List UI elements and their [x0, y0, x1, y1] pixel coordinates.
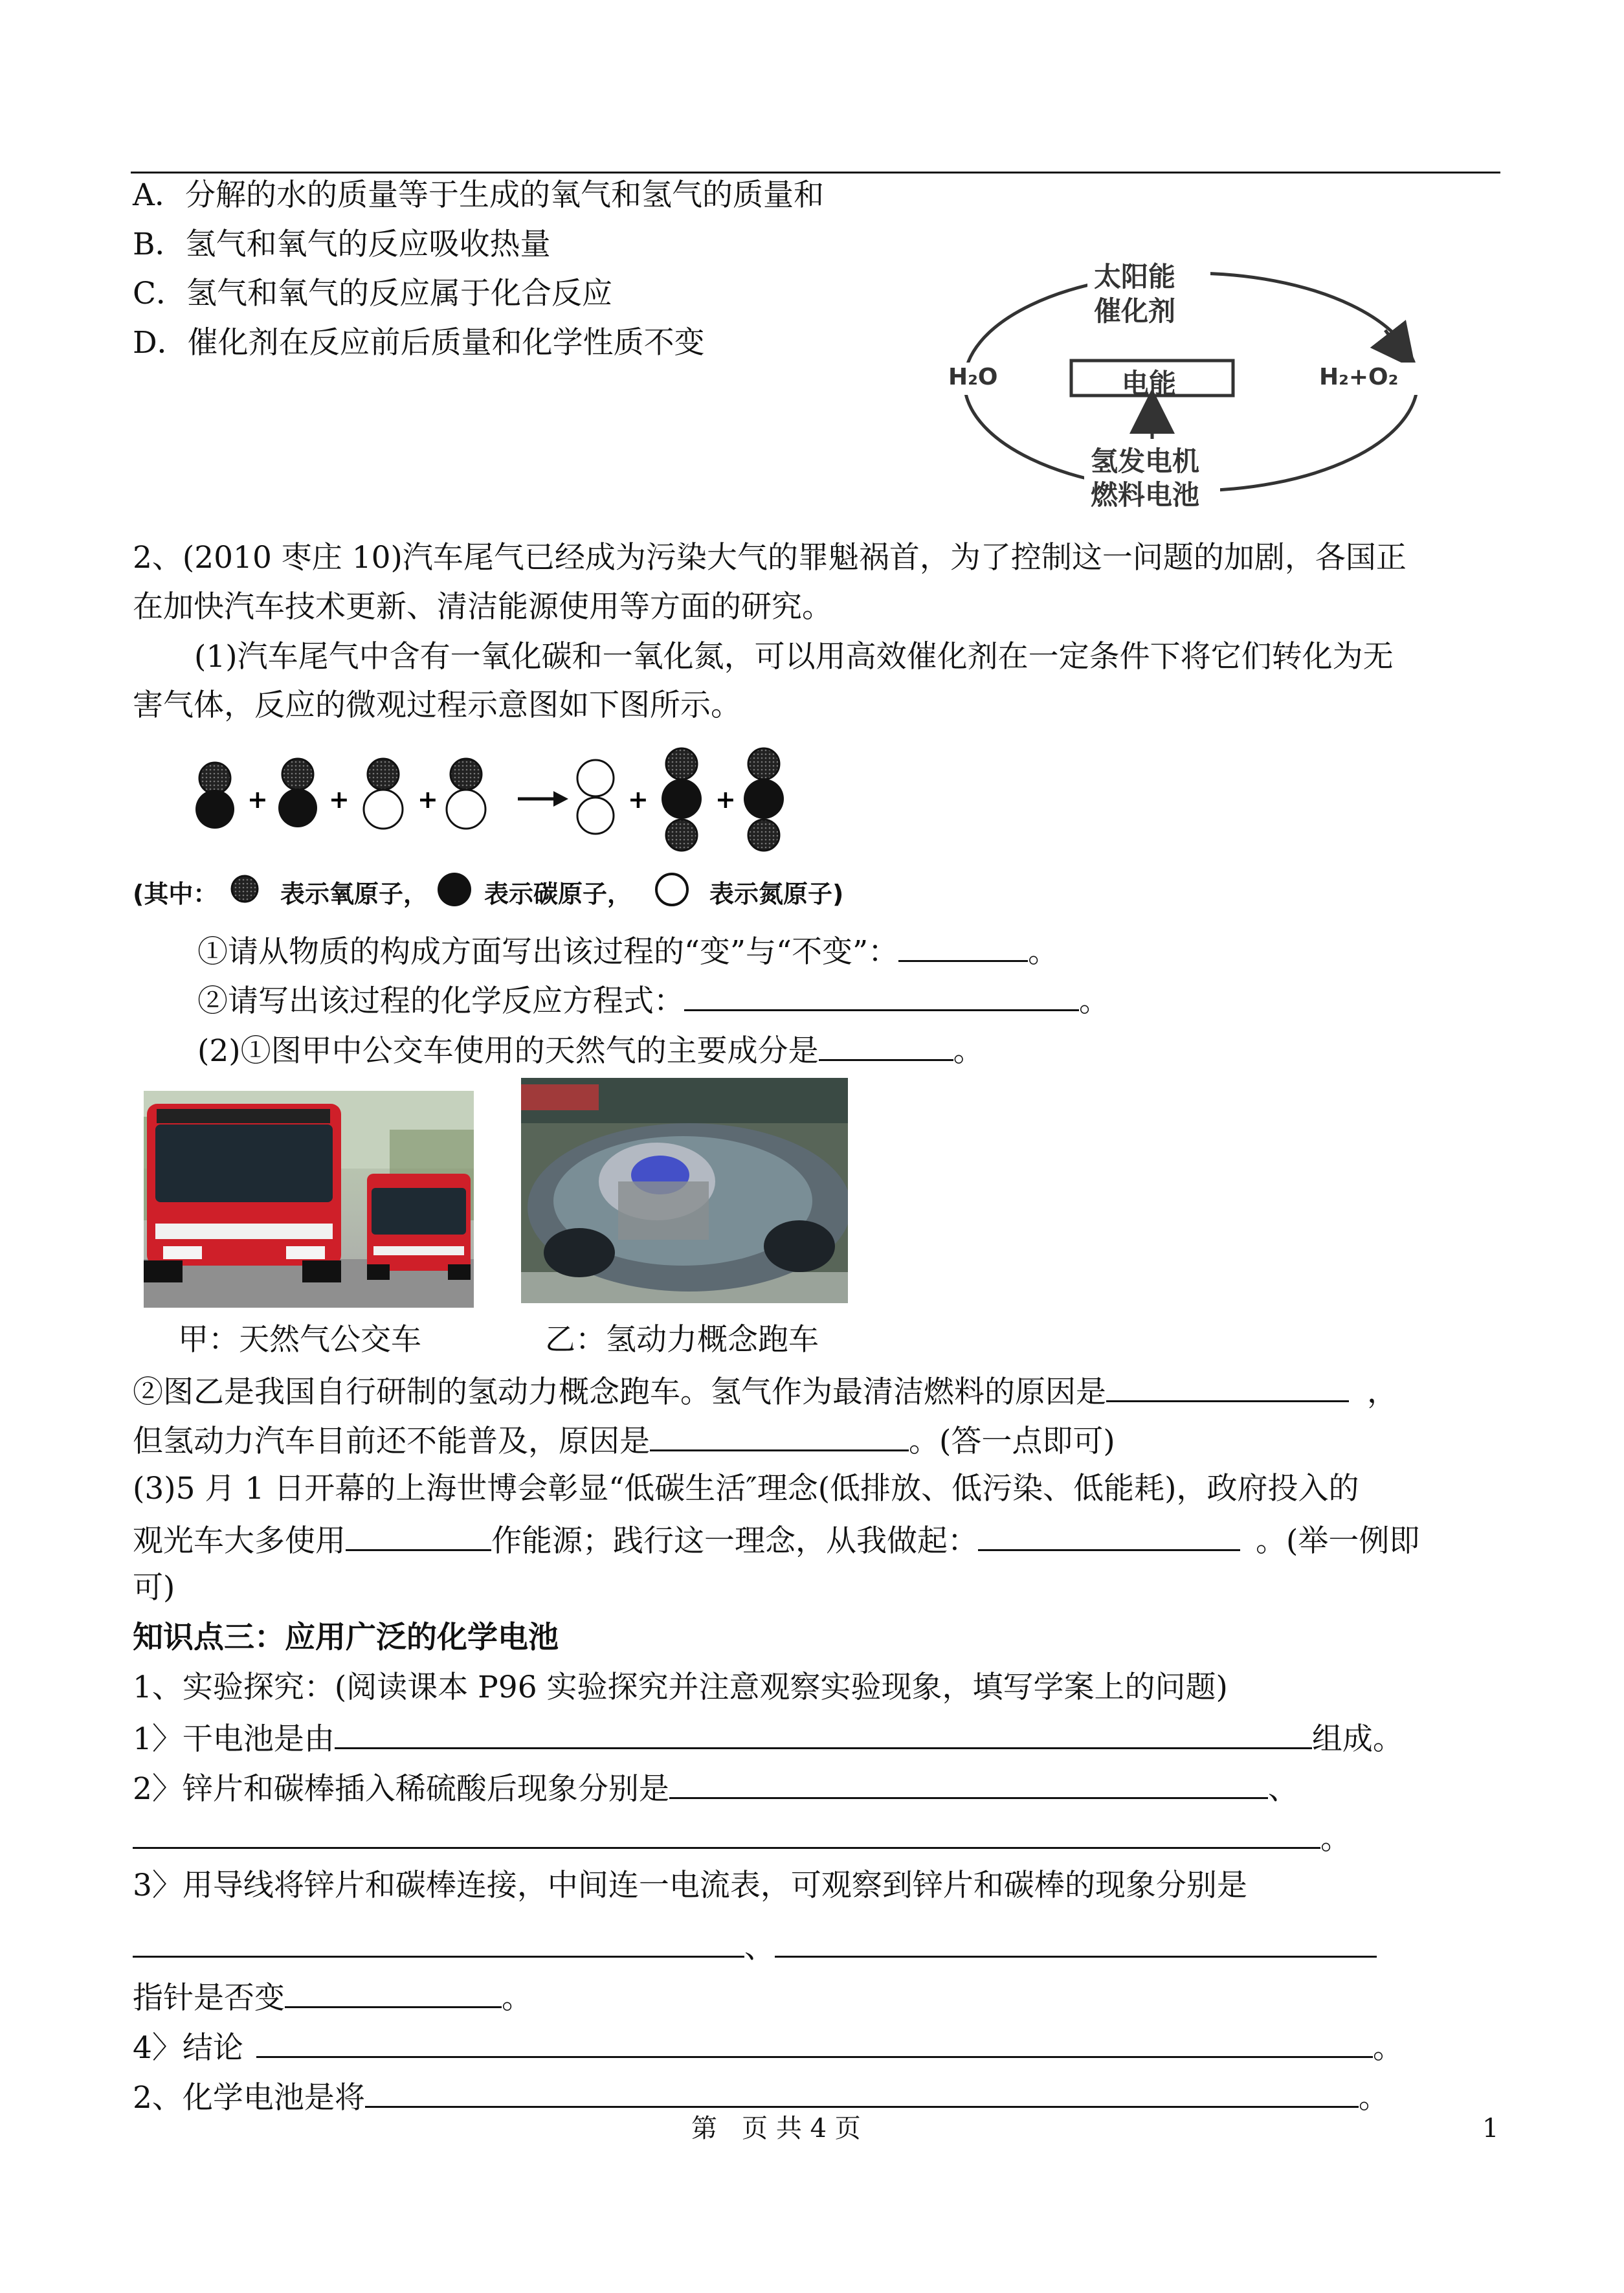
- svg-text:+: +: [417, 785, 438, 814]
- q2-part2-3-text: 但氢动力汽车目前还不能普及，原因是: [133, 1424, 650, 1459]
- section3-step2-end: 、: [1267, 1771, 1298, 1807]
- section3-step3-line3-text: 指针是否变: [133, 1980, 285, 2016]
- q2-part2-1-text: (2)①图甲中公交车使用的天然气的主要成分是: [197, 1033, 819, 1069]
- q2-sub1-text: ①请从物质的构成方面写出该过程的“变”与“不变”：: [197, 934, 899, 970]
- top-rule: [131, 172, 1500, 173]
- cycle-diagram: [932, 252, 1463, 511]
- answer-blank[interactable]: [256, 2026, 1373, 2058]
- answer-blank[interactable]: [819, 1029, 953, 1061]
- answer-blank[interactable]: [335, 1717, 1312, 1749]
- q2-part2-2-text: ②图乙是我国自行研制的氢动力概念跑车。氢气作为最清洁燃料的原因是: [133, 1374, 1106, 1410]
- q2-sub2-end: 。: [1079, 983, 1109, 1019]
- answer-blank[interactable]: [365, 2076, 1359, 2108]
- co-molecule: [195, 763, 234, 829]
- section3-step3: 3〉用导线将锌片和碳棒连接，中间连一电流表，可观察到锌片和碳棒的现象分别是: [133, 1868, 1247, 1903]
- q2-part3-line2c: 。(举一例即: [1256, 1523, 1420, 1559]
- section3-step3-line3: [133, 1976, 532, 2018]
- section3-step3-line2: [133, 1926, 1377, 1967]
- bus-photo: [144, 1091, 474, 1308]
- diagram-right-label: H₂+O₂: [1319, 364, 1399, 390]
- svg-text:+: +: [715, 785, 736, 814]
- caption-bus: 甲：天然气公交车: [178, 1322, 421, 1358]
- section3-step2: [133, 1767, 1298, 1809]
- section3-step3-mid: 、: [744, 1930, 775, 1965]
- diagram-top-line1: 太阳能: [1094, 261, 1176, 293]
- caption-car: 乙：氢动力概念跑车: [545, 1322, 819, 1358]
- no-molecule: [364, 759, 403, 829]
- answer-blank[interactable]: [285, 1976, 502, 2008]
- answer-blank[interactable]: [650, 1420, 909, 1451]
- section3-step2-line2: [133, 1817, 1351, 1859]
- q2-part3-line2a: 观光车大多使用: [133, 1523, 346, 1559]
- q2-sub2-text: ②请写出该过程的化学反应方程式：: [197, 983, 684, 1019]
- q2-sub1-end: 。: [1028, 934, 1059, 970]
- answer-blank[interactable]: [898, 930, 1028, 962]
- q2-part2-1-end: 。: [953, 1033, 984, 1069]
- answer-blank[interactable]: [133, 1817, 1320, 1849]
- svg-text:+: +: [628, 785, 649, 814]
- diagram-top-line2: 催化剂: [1094, 295, 1176, 327]
- section3-item1: 1、实验探究：(阅读课本 P96 实验探究并注意观察实验现象，填写学案上的问题): [133, 1670, 1228, 1705]
- nitrogen-atom-icon: [654, 871, 690, 910]
- answer-blank[interactable]: [978, 1519, 1240, 1551]
- diagram-center-label: 电能: [1122, 368, 1177, 399]
- q2-sub1: [197, 930, 1058, 972]
- answer-blank[interactable]: [346, 1519, 491, 1551]
- diagram-bottom-line2: 燃料电池: [1091, 479, 1200, 511]
- q2-part2-3: [133, 1420, 1115, 1461]
- option-a: A．分解的水的质量等于生成的氧气和氢气的质量和: [133, 177, 824, 213]
- q2-part3-line2: [133, 1519, 1419, 1561]
- co-molecule: [278, 759, 317, 827]
- hydrogen-car-photo: [521, 1078, 848, 1303]
- section3-item2-text: 2、化学电池是将: [133, 2080, 365, 2116]
- q2-part3-line1: (3)5 月 1 日开幕的上海世博会彰显“低碳生活″理念(低排放、低污染、低能耗)，政府投入的: [133, 1471, 1359, 1506]
- section3-step3-line3-end: 。: [502, 1980, 532, 2016]
- section3-step4: [133, 2026, 1403, 2068]
- carbon-atom-icon: [436, 871, 473, 910]
- option-d: D．催化剂在反应前后质量和化学性质不变: [133, 325, 705, 361]
- q2-part2-1: [197, 1029, 984, 1071]
- section3-step4-end: 。: [1372, 2030, 1403, 2066]
- section3-step2-text: 2〉锌片和碳棒插入稀硫酸后现象分别是: [133, 1771, 669, 1807]
- q2-part2-2: [133, 1370, 1397, 1412]
- svg-text:+: +: [247, 785, 268, 814]
- svg-text:+: +: [329, 785, 350, 814]
- q2-intro-line1: 2、(2010 枣庄 10)汽车尾气已经成为污染大气的罪魁祸首，为了控制这一问题的加剧，各国正: [133, 540, 1407, 576]
- answer-blank[interactable]: [669, 1767, 1268, 1799]
- answer-blank[interactable]: [775, 1926, 1377, 1958]
- section3-item2-end: 。: [1358, 2080, 1389, 2116]
- legend-nitrogen: 表示氮原子): [709, 880, 844, 908]
- option-b: B．氢气和氧气的反应吸收热量: [133, 227, 551, 262]
- answer-blank[interactable]: [133, 1926, 744, 1958]
- option-c: C．氢气和氧气的反应属于化合反应: [133, 276, 612, 311]
- diagram-left-label: H₂O: [948, 364, 998, 390]
- q2-part3-line3: 可): [133, 1570, 175, 1605]
- oxygen-atom-icon: [230, 874, 260, 906]
- q2-part1-line2: 害气体，反应的微观过程示意图如下图所示。: [133, 688, 741, 723]
- q2-sub2: [197, 979, 1109, 1021]
- section3-step1: [133, 1717, 1403, 1759]
- legend-carbon: 表示碳原子，: [484, 880, 632, 908]
- legend-oxygen: 表示氧原子，: [280, 880, 428, 908]
- section3-step1-text: 1〉干电池是由: [133, 1721, 335, 1757]
- legend-prefix: (其中：: [133, 880, 218, 908]
- section3-heading: 知识点三：应用广泛的化学电池: [133, 1620, 559, 1655]
- section3-step2-line2-end: 。: [1320, 1821, 1351, 1857]
- answer-blank[interactable]: [684, 979, 1079, 1011]
- answer-blank[interactable]: [1106, 1370, 1349, 1402]
- q2-part2-2-end: ，: [1367, 1374, 1397, 1410]
- section3-step1-end: 组成。: [1311, 1721, 1403, 1757]
- molecule-reaction-diagram: [181, 744, 829, 855]
- diagram-bottom-line1: 氢发电机: [1091, 445, 1200, 477]
- footer-page-text: 第 页 共 4 页: [691, 2114, 861, 2143]
- section3-step4-text: 4〉结论: [133, 2030, 243, 2066]
- q2-part3-line2b: 作能源；践行这一理念，从我做起：: [491, 1523, 978, 1559]
- footer-page-number: 1: [1482, 2114, 1499, 2143]
- q2-intro-line2: 在加快汽车技术更新、清洁能源使用等方面的研究。: [133, 589, 832, 625]
- co2-molecule: [662, 748, 702, 851]
- co2-molecule: [744, 748, 784, 851]
- no-molecule: [447, 759, 485, 829]
- q2-part1-line1: (1)汽车尾气中含有一氧化碳和一氧化氮，可以用高效催化剂在一定条件下将它们转化为无: [194, 639, 1394, 675]
- n2-molecule: [577, 760, 614, 834]
- q2-part2-3-end: 。(答一点即可): [909, 1424, 1115, 1459]
